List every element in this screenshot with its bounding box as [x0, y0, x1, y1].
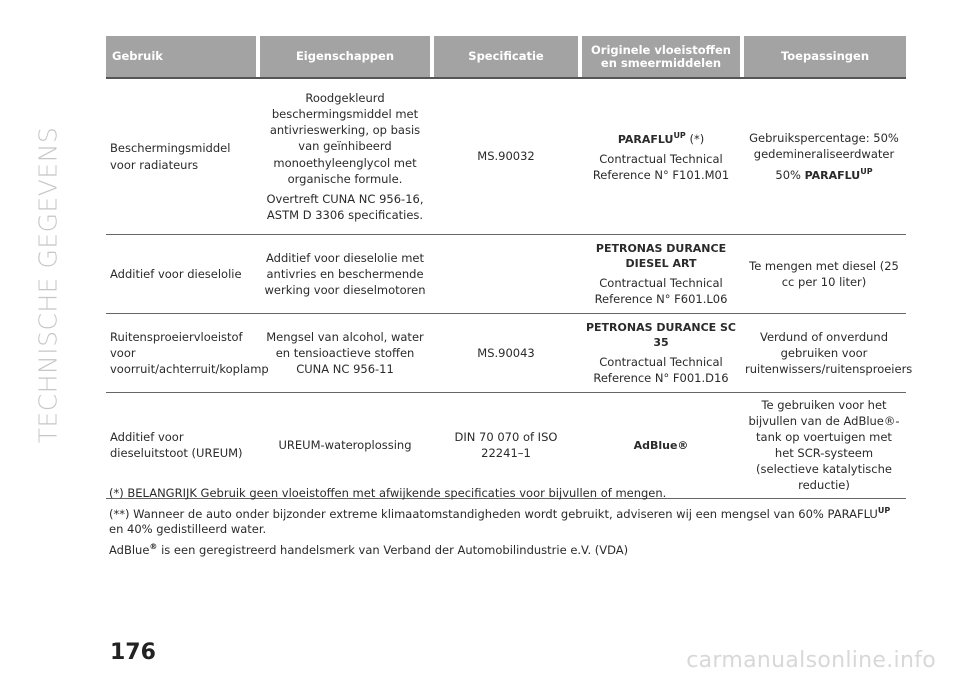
- brand-name: PETRONAS DURANCE SC 35: [585, 320, 737, 349]
- watermark: carmanualsonline.info: [686, 648, 936, 673]
- cell-properties: Additief voor dieselolie met antivries en beschermende werking voor dieselmotoren: [258, 235, 432, 314]
- cell-product: [580, 235, 742, 314]
- cell-application: Verdund of onverdund gebruiken voor ruitenwissers/ruitensproeiers: [742, 314, 906, 393]
- cell-use: Additief voor dieseluitstoot (UREUM): [106, 393, 258, 499]
- table-row: [106, 78, 906, 235]
- footnote-trademark: AdBlue® is een geregistreerd handelsmerk van Verband der Automobilindustrie e.V. (VDA): [109, 541, 629, 557]
- footnotes: [109, 486, 899, 562]
- cell-product: [580, 393, 742, 499]
- product-reference: Contractual Technical Reference N° F101.M01: [592, 152, 730, 183]
- cell-use: Additief voor dieselolie: [106, 235, 258, 314]
- table-row: [106, 314, 906, 393]
- header-applications: Toepassingen: [742, 36, 906, 77]
- header-properties: Eigenschappen: [258, 36, 432, 77]
- header-use: Gebruik: [106, 36, 258, 77]
- fluids-table: [106, 36, 913, 499]
- header-original-fluids: Originele vloeistoffen en smeermiddelen: [580, 36, 742, 77]
- cell-product: $PARAFLU^{UP}$ (*) Contractual Technical Reference N° F101.M01: [580, 78, 742, 235]
- cell-spec: MS.90043: [432, 314, 580, 393]
- brand-name: AdBlue®: [633, 438, 689, 452]
- footnote-important: (*) BELANGRIJK Gebruik geen vloeistoffen met afwijkende specificaties voor bijvullen of mengen.: [109, 486, 667, 500]
- product-reference: Contractual Technical Reference N° F601.L06: [594, 276, 728, 307]
- table-row: [106, 235, 906, 314]
- brand-name: PETRONAS DURANCE DIESEL ART: [595, 241, 727, 270]
- header-specification: Specificatie: [432, 36, 580, 77]
- cell-use: Ruitensproeiervloeistof voor voorruit/achterruit/koplamp: [106, 314, 258, 393]
- brand-name: PARAFLU: [617, 132, 674, 146]
- cell-properties: Mengsel van alcohol, water en tensioactieve stoffen CUNA NC 956-11: [258, 314, 432, 393]
- cell-spec: [432, 235, 580, 314]
- product-reference: Contractual Technical Reference N° F001.D16: [593, 355, 729, 386]
- cell-spec: MS.90032: [432, 78, 580, 235]
- cell-properties: UREUM-wateroplossing: [258, 393, 432, 499]
- cell-use: Beschermingsmiddel voor radiateurs: [106, 78, 258, 235]
- footnote-mixture: (**) Wanneer de auto onder bijzonder extreme klimaatomstandigheden wordt gebruikt, adviseren wij een mengsel van 60% $PARAFLU^{UP}$ en 40% gedistilleerd water.: [109, 505, 891, 536]
- cell-application: Gebruikspercentage: 50% gedemineraliseerdwater 50% $PARAFLU^{UP}$: [742, 78, 906, 235]
- cell-application: Te gebruiken voor het bijvullen van de AdBlue®-tank op voertuigen met het SCR-systeem (selectieve katalytische reductie): [742, 393, 906, 499]
- cell-application: Te mengen met diesel (25 cc per 10 liter): [742, 235, 906, 314]
- cell-properties: Roodgekleurd beschermingsmiddel met antivrieswerking, op basis van geïnhibeerd monoethyleenglycol met organische formule. Overtreft CUNA NC 956-16, ASTM D 3306 specificaties.: [258, 78, 432, 235]
- cell-spec: DIN 70 070 of ISO 22241–1: [432, 393, 580, 499]
- table-row: [106, 393, 906, 499]
- cell-product: [580, 314, 742, 393]
- table-header-row: [106, 36, 906, 77]
- page-number: 176: [110, 640, 156, 665]
